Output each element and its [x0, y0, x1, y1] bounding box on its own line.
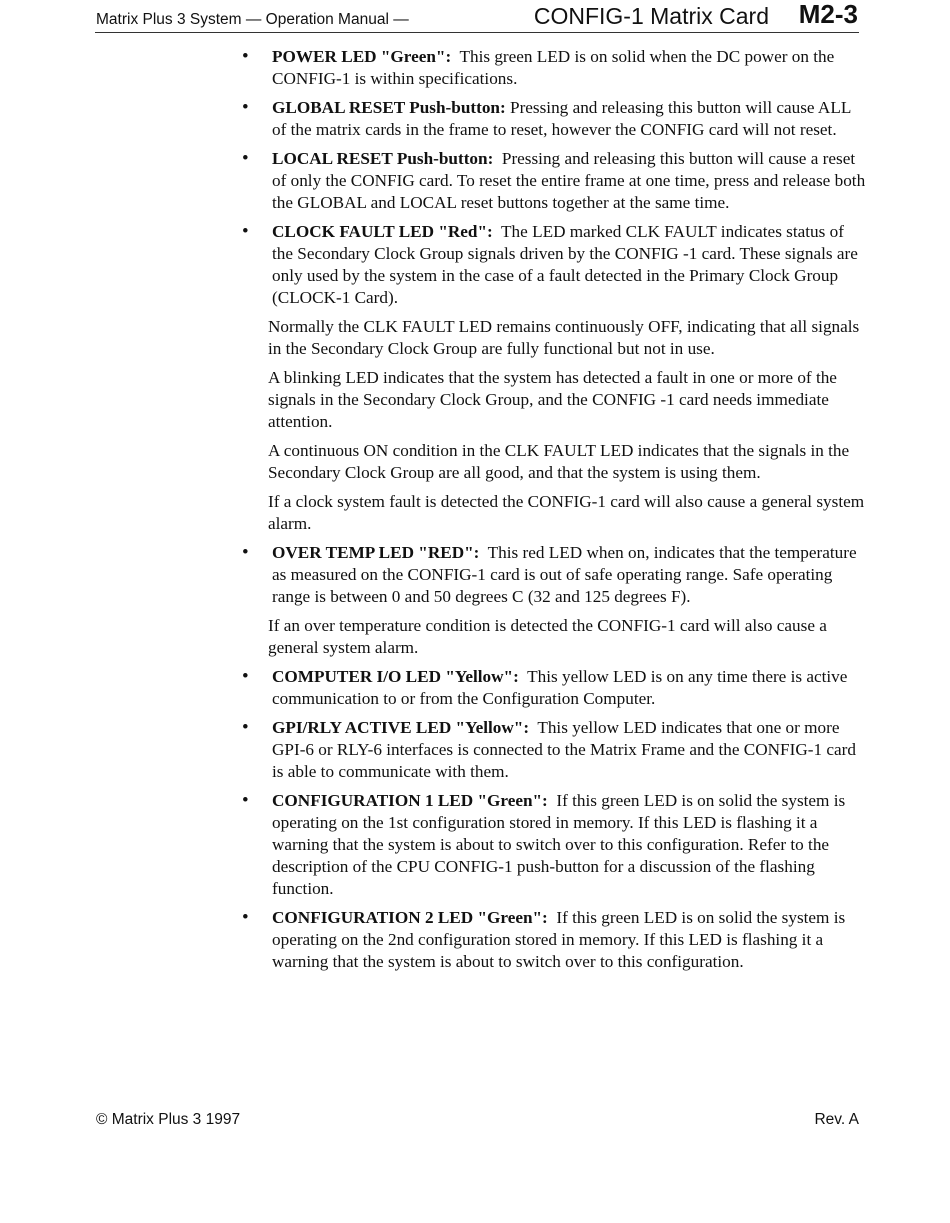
item-text: This green LED is on solid when the DC power on the CONFIG-1 is within specifications.: [272, 47, 835, 88]
item-text: This yellow LED is on any time there is active communication to or from the Configuration Computer.: [272, 667, 848, 708]
bullet-icon: •: [242, 790, 249, 811]
item-term: GLOBAL RESET Push-button:: [272, 98, 506, 117]
item-term: CONFIGURATION 2 LED "Green":: [272, 908, 548, 927]
paragraph-clk-alarm: If a clock system fault is detected the CONFIG-1 card will also cause a general system alarm.: [268, 492, 865, 533]
manual-name: Matrix Plus 3 System — Operation Manual —: [96, 11, 409, 28]
page-header: [95, 0, 859, 33]
item-text: Pressing and releasing this button will cause ALL of the matrix cards in the frame to reset, however the CONFIG card will not reset.: [272, 98, 851, 139]
list-item-config1: [242, 790, 868, 900]
paragraph-clk-blink: A blinking LED indicates that the system has detected a fault in one or more of the signals in the Secondary Clock Group, and the CONFIG -1 card needs immediate attention.: [268, 368, 837, 431]
item-term: CLOCK FAULT LED "Red":: [272, 222, 493, 241]
paragraph-temp-alarm: If an over temperature condition is detected the CONFIG-1 card will also cause a general system alarm.: [268, 616, 827, 657]
page-body: [242, 46, 868, 980]
list-item-global-reset: [242, 97, 868, 141]
list-item-gpi-rly: [242, 717, 868, 783]
item-text: Pressing and releasing this button will cause a reset of only the CONFIG card. To reset the entire frame at one time, press and release both the GLOBAL and LOCAL reset buttons together at the same time.: [272, 149, 866, 212]
list-item-power-led: [242, 46, 868, 90]
bullet-icon: •: [242, 97, 249, 118]
list-item-clock-fault: [242, 221, 868, 309]
paragraph-clk-off: Normally the CLK FAULT LED remains continuously OFF, indicating that all signals in the Secondary Clock Group are fully functional but not in use.: [268, 317, 860, 358]
item-term: LOCAL RESET Push-button:: [272, 149, 494, 168]
item-text: If this green LED is on solid the system is operating on the 2nd configuration stored in memory. If this LED is flashing it a warning that the system is about to switch over to this configuration.: [272, 908, 846, 971]
revision-label: Rev. A: [814, 1111, 859, 1128]
bullet-icon: •: [242, 717, 249, 738]
item-term: POWER LED "Green":: [272, 47, 452, 66]
item-text: This red LED when on, indicates that the temperature as measured on the CONFIG-1 card is out of safe operating range. Safe operating range is between 0 and 50 degrees C (32 and 125 degrees F).: [272, 543, 857, 606]
list-item-computer-io: [242, 666, 868, 710]
section-title: CONFIG-1 Matrix Card: [533, 3, 769, 29]
item-term: COMPUTER I/O LED "Yellow":: [272, 667, 519, 686]
page-number: M2-3: [798, 0, 858, 29]
list-item-over-temp: [242, 542, 868, 608]
paragraph-clk-on: A continuous ON condition in the CLK FAULT LED indicates that the signals in the Secondary Clock Group are all good, and that the system is using them.: [268, 441, 850, 482]
bullet-icon: •: [242, 221, 249, 242]
bullet-icon: •: [242, 907, 249, 928]
item-term: OVER TEMP LED "RED":: [272, 543, 480, 562]
list-item-local-reset: [242, 148, 868, 214]
item-text: This yellow LED indicates that one or more GPI-6 or RLY-6 interfaces is connected to the Matrix Frame and the CONFIG-1 card is able to communicate with them.: [272, 718, 856, 781]
bullet-icon: •: [242, 46, 249, 67]
item-term: GPI/RLY ACTIVE LED "Yellow":: [272, 718, 530, 737]
list-item-config2: [242, 907, 868, 973]
bullet-icon: •: [242, 148, 249, 169]
bullet-icon: •: [242, 666, 249, 687]
item-text: If this green LED is on solid the system is operating on the 1st configuration stored in memory. If this LED is flashing it a warning that the system is about to switch over to this configuration. Refer to the description of the CPU CONFIG-1 push-button for a discussion of the flashing function.: [272, 791, 846, 898]
item-text: The LED marked CLK FAULT indicates status of the Secondary Clock Group signals driven by the CONFIG -1 card. These signals are only used by the system in the case of a fault detected in the Primary Clock Group (CLOCK-1 Card).: [272, 222, 858, 307]
copyright-notice: © Matrix Plus 3 1997: [96, 1111, 241, 1128]
bullet-icon: •: [242, 542, 249, 563]
item-term: CONFIGURATION 1 LED "Green":: [272, 791, 548, 810]
